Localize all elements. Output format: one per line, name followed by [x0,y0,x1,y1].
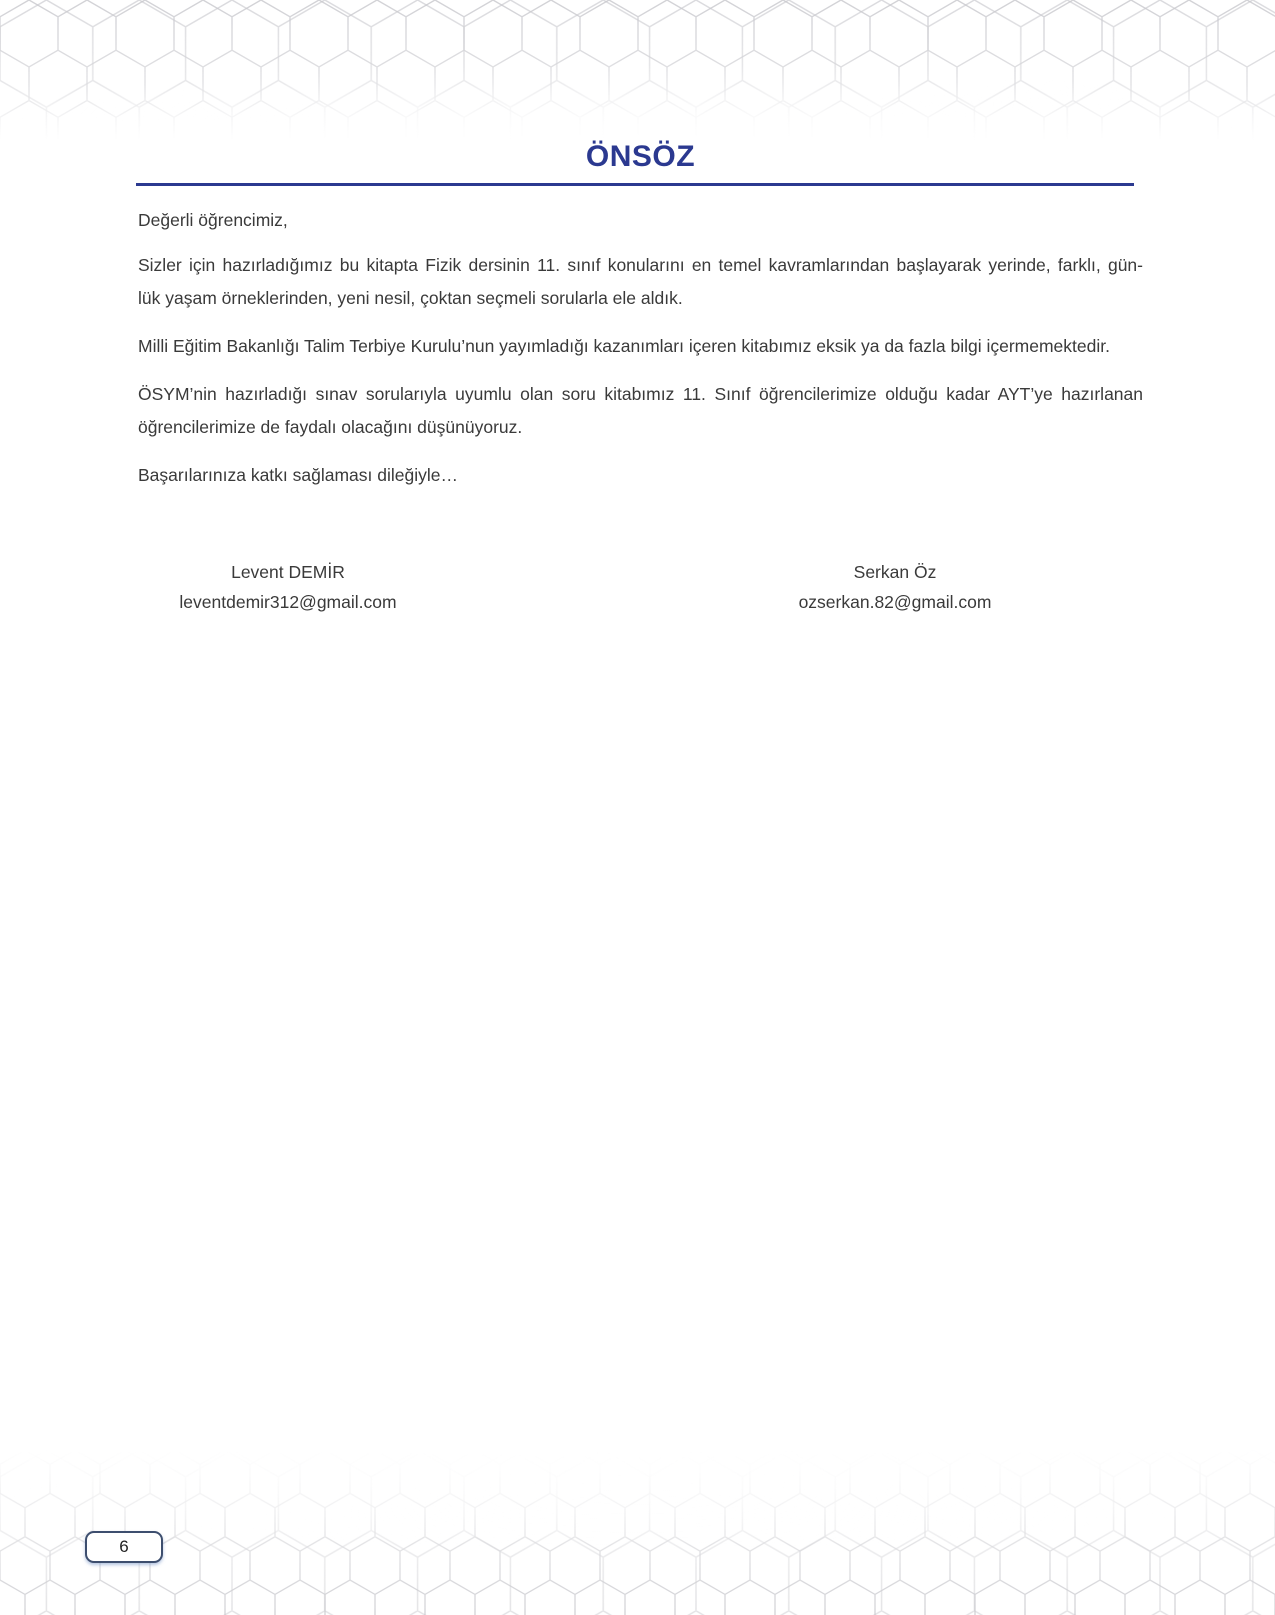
greeting-text: Değerli öğrencimiz, [138,210,288,230]
author-left [138,557,438,617]
author-name: Serkan Öz [853,562,937,582]
text-line: lük yaşam örneklerinden, yeni nesil, çoktan seçmeli sorularla ele aldık. [138,288,683,308]
text-line: öğrencilerimize de faydalı olacağını düşünüyoruz. [138,417,523,437]
author-email: leventdemir312@gmail.com [179,592,397,612]
hexagon-pattern-top [0,0,1275,140]
paragraph-3 [138,378,1143,444]
paragraph-4 [138,459,1143,492]
text-line: ÖSYM’nin hazırladığı sınav sorularıyla uyumlu olan soru kitabımız 11. Sınıf öğrencilerimize olduğu kadar AYT’ye hazırlanan [138,384,1143,404]
hexagon-pattern-bottom [0,1450,1275,1615]
author-right [745,557,1045,617]
page-number: 6 [119,1537,129,1556]
author-name: Levent DEMİR [231,562,345,582]
author-email: ozserkan.82@gmail.com [798,592,992,612]
text-line: Milli Eğitim Bakanlığı Talim Terbiye Kurulu’nun yayımladığı kazanımları içeren kitabımız eksik ya da fazla bilgi içermemektedir. [138,336,1110,356]
paragraph-2 [138,330,1143,363]
authors-block [138,557,1143,637]
text-line: Başarılarınıza katkı sağlaması dileğiyle… [138,465,458,485]
title-underline [136,183,1134,186]
text-line: Sizler için hazırladığımız bu kitapta Fizik dersinin 11. sınıf konularını en temel kavramlarından başlayarak yerinde, farklı, gün- [138,255,1143,275]
paragraph-1 [138,249,1143,315]
preface-content [138,140,1143,637]
page-title: ÖNSÖZ [585,140,696,173]
page-number-badge [85,1531,163,1563]
